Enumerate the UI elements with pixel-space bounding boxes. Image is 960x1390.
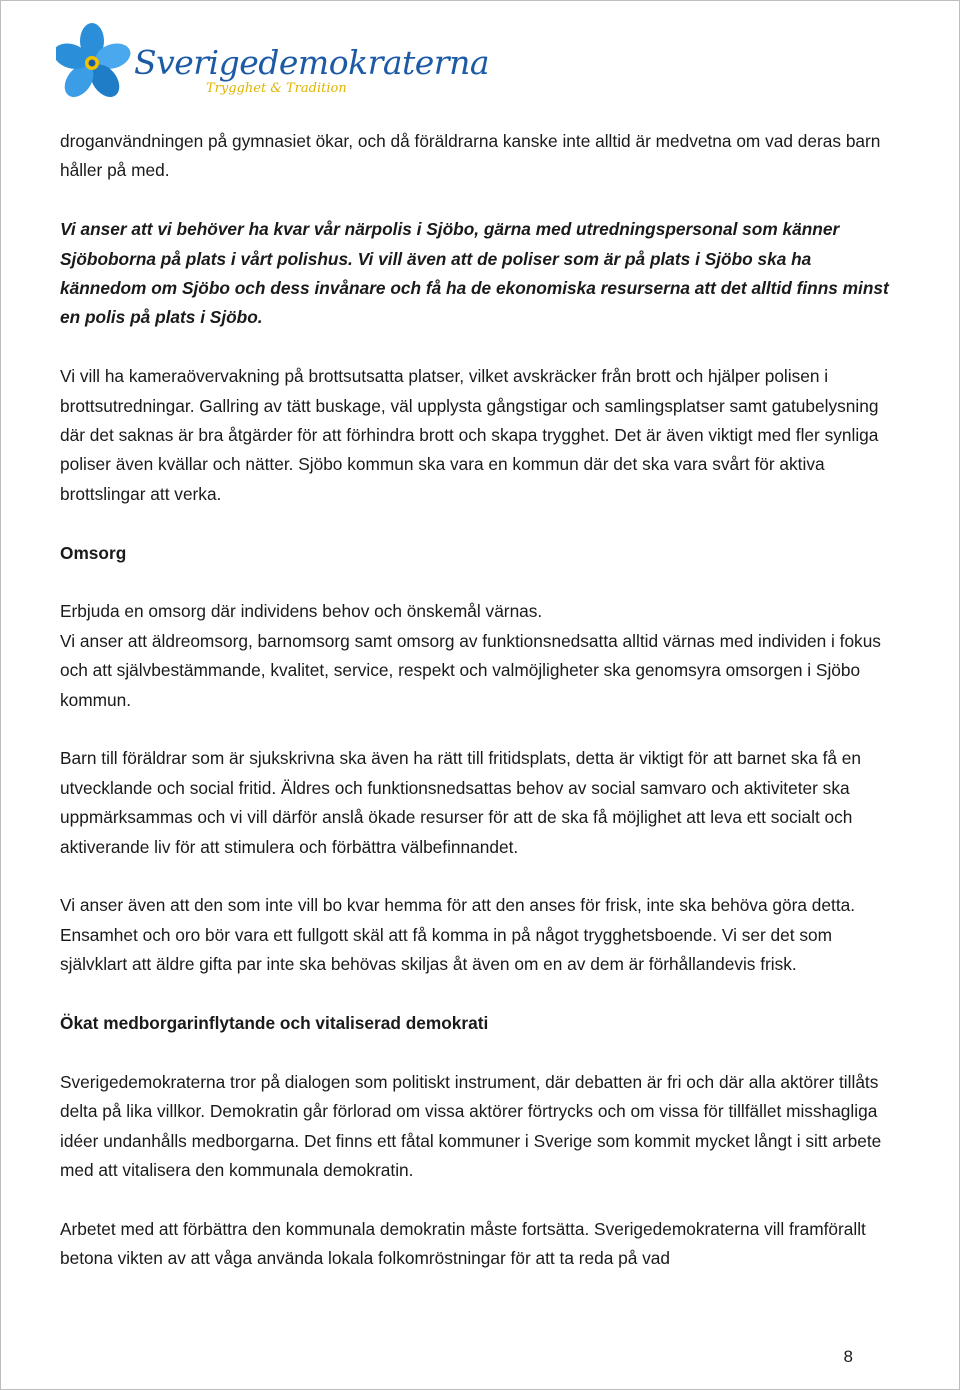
paragraph: Barn till föräldrar som är sjukskrivna ska även ha rätt till fritidsplats, detta är viktigt för att barnet ska få en utvecklande och social fritid. Äldres och funktionsnedsattas behov av social samvaro och aktiviteter ska uppmärksammas och vi vill därför anslå ökade resurser för att de ska få möjlighet att leva ett socialt och aktiverande liv för att stimulera och förbättra välbefinnandet. bbox=[60, 748, 862, 857]
section-heading-omsorg: Omsorg bbox=[60, 542, 127, 563]
paragraph: droganvändningen på gymnasiet ökar, och då föräldrarna kanske inte alltid är medvetna om vad deras barn håller på med. bbox=[60, 131, 881, 181]
body-text bbox=[60, 127, 890, 1303]
paragraph: Vi anser att äldreomsorg, barnomsorg samt omsorg av funktionsnedsatta alltid värnas med individen i fokus och att självbestämmande, kvalitet, service, respekt och valmöjligheter ska genomsyra omsorgen i Sjöbo kommun. bbox=[60, 630, 881, 710]
paragraph: Vi anser även att den som inte vill bo kvar hemma för att den anses för frisk, inte ska behöva göra detta. Ensamhet och oro bör vara ett fullgott skäl att få komma in på något trygghetsboende. Vi ser det som självklart att äldre gifta par inte ska behövas skiljas åt även om en av dem är förhållandevis frisk. bbox=[60, 895, 856, 975]
paragraph-emphasis: Vi anser att vi behöver ha kvar vår närpolis i Sjöbo, gärna med utredningspersonal som känner Sjöboborna på plats i vårt polishus. Vi vill även att de poliser som är på plats i Sjöbo ska ha kännedom om Sjöbo och dess invånare och få ha de ekonomiska resurserna att det alltid finns minst en polis på plats i Sjöbo. bbox=[60, 219, 889, 328]
paragraph: Sverigedemokraterna tror på dialogen som politiskt instrument, där debatten är fri och där alla aktörer tillåts delta på lika villkor. Demokratin går förlorad om vissa aktörer förtrycks och om vissa för tillfället misshagliga idéer undanhålls medborgarna. Det finns ett fåtal kommuner i Sverige som kommit mycket långt i sitt arbete med att vitalisera den kommunala demokratin. bbox=[60, 1071, 882, 1181]
party-logo bbox=[56, 19, 490, 109]
paragraph: Vi vill ha kameraövervakning på brottsutsatta platser, vilket avskräcker från brott och hjälper polisen i brottsutredningar. Gallring av tätt buskage, väl upplysta gångstigar och samlingsplatser samt gatubelysning där det saknas är bra åtgärder för att förhindra brott och skapa trygghet. Det är även viktigt med fler synliga poliser även kvällar och nätter. Sjöbo kommun ska vara en kommun där det ska vara svårt för aktiva brottslingar att verka. bbox=[60, 366, 879, 504]
logo-name: Sverigedemokraterna bbox=[134, 43, 490, 82]
flower-icon bbox=[56, 19, 136, 109]
page-number: 8 bbox=[843, 1347, 853, 1366]
logo-tagline: Trygghet & Tradition bbox=[206, 81, 347, 96]
section-heading-demokrati: Ökat medborgarinflytande och vitaliserad demokrati bbox=[60, 1013, 489, 1034]
paragraph: Erbjuda en omsorg där individens behov och önskemål värnas. bbox=[60, 601, 543, 622]
paragraph: Arbetet med att förbättra den kommunala demokratin måste fortsätta. Sverigedemokraterna vill framförallt betona vikten av att våga använda lokala folkomröstningar för att ta reda på vad bbox=[60, 1218, 866, 1269]
